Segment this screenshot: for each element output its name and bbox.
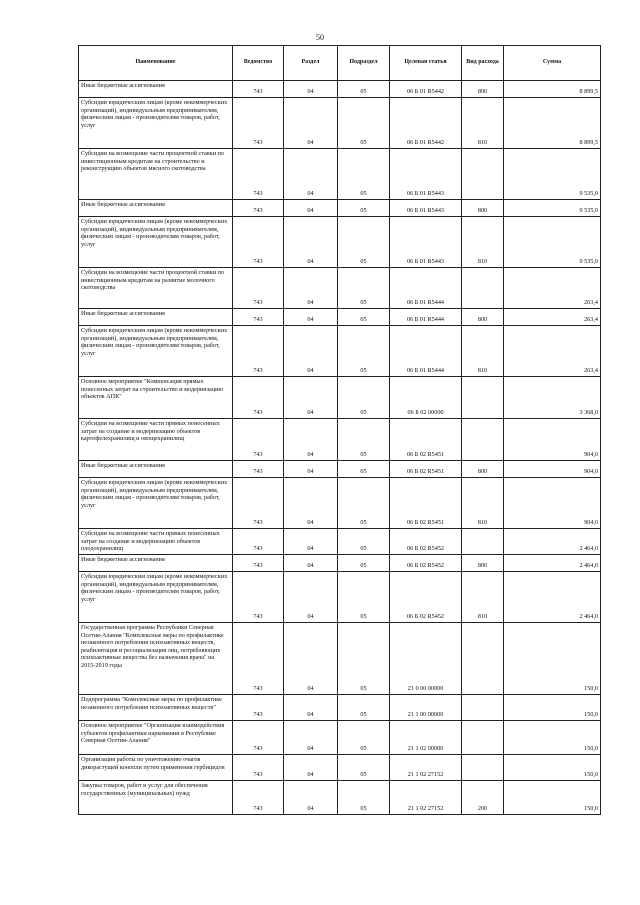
cell-summa: 2 464,0 <box>504 572 601 623</box>
cell-podrazdel: 05 <box>338 721 390 755</box>
cell-vid <box>462 623 504 695</box>
cell-vid: 810 <box>462 478 504 529</box>
cell-vid: 810 <box>462 98 504 149</box>
cell-vid: 800 <box>462 555 504 572</box>
cell-statya: 21 1 02 00000 <box>390 721 462 755</box>
cell-statya: 06 Б 02 R5452 <box>390 572 462 623</box>
cell-vedomstvo: 743 <box>233 268 284 309</box>
cell-statya: 06 Б 01 R5442 <box>390 98 462 149</box>
cell-razdel: 04 <box>284 419 338 461</box>
cell-statya: 06 Б 02 R5452 <box>390 555 462 572</box>
cell-podrazdel: 05 <box>338 377 390 419</box>
cell-podrazdel: 05 <box>338 98 390 149</box>
cell-vedomstvo: 743 <box>233 695 284 721</box>
cell-vid: 800 <box>462 461 504 478</box>
cell-razdel: 04 <box>284 309 338 326</box>
cell-vedomstvo: 743 <box>233 309 284 326</box>
cell-vedomstvo: 743 <box>233 623 284 695</box>
cell-summa: 263,4 <box>504 326 601 377</box>
cell-statya: 06 Б 01 R5444 <box>390 268 462 309</box>
cell-razdel: 04 <box>284 326 338 377</box>
cell-razdel: 04 <box>284 217 338 268</box>
cell-vid: 810 <box>462 217 504 268</box>
cell-razdel: 04 <box>284 755 338 781</box>
cell-podrazdel: 05 <box>338 326 390 377</box>
cell-podrazdel: 05 <box>338 419 390 461</box>
cell-podrazdel: 05 <box>338 529 390 555</box>
cell-summa: 9 535,0 <box>504 149 601 200</box>
cell-name: Закупка товаров, работ и услуг для обеспечения государственных (муниципальных) нужд <box>79 781 233 815</box>
cell-podrazdel: 05 <box>338 200 390 217</box>
cell-podrazdel: 05 <box>338 755 390 781</box>
cell-name: Подпрограмма "Комплексные меры по профилактике незаконного потребления психоактивных веществ" <box>79 695 233 721</box>
cell-razdel: 04 <box>284 781 338 815</box>
cell-summa: 904,0 <box>504 419 601 461</box>
cell-summa: 150,0 <box>504 695 601 721</box>
column-header-vedomstvo: Ведомство <box>233 46 284 81</box>
cell-name: Субсидии на возмещение части процентной ставки по инвестиционным кредитам на развитие молочного скотоводства <box>79 268 233 309</box>
cell-vid <box>462 721 504 755</box>
cell-vid <box>462 268 504 309</box>
cell-vedomstvo: 743 <box>233 555 284 572</box>
table-row <box>79 781 601 815</box>
cell-razdel: 04 <box>284 555 338 572</box>
page-number: 50 <box>316 33 324 42</box>
cell-summa: 2 464,0 <box>504 555 601 572</box>
cell-name: Субсидии юридическим лицам (кроме некоммерческих организаций), индивидуальным предпринимателям, физическим лицам - производителям товаров, работ, услуг <box>79 98 233 149</box>
cell-vid <box>462 755 504 781</box>
cell-vedomstvo: 743 <box>233 377 284 419</box>
cell-razdel: 04 <box>284 695 338 721</box>
table-row <box>79 555 601 572</box>
cell-vid <box>462 529 504 555</box>
table-row <box>79 98 601 149</box>
cell-summa: 2 464,0 <box>504 529 601 555</box>
cell-vedomstvo: 743 <box>233 781 284 815</box>
cell-podrazdel: 05 <box>338 623 390 695</box>
cell-podrazdel: 05 <box>338 695 390 721</box>
table-row <box>79 755 601 781</box>
cell-vedomstvo: 743 <box>233 200 284 217</box>
cell-vid: 810 <box>462 326 504 377</box>
cell-summa: 9 535,0 <box>504 200 601 217</box>
cell-vedomstvo: 743 <box>233 326 284 377</box>
table-row <box>79 529 601 555</box>
cell-summa: 9 535,0 <box>504 217 601 268</box>
cell-summa: 150,0 <box>504 781 601 815</box>
cell-name: Иные бюджетные ассигнования <box>79 81 233 98</box>
cell-razdel: 04 <box>284 623 338 695</box>
cell-name: Иные бюджетные ассигнования <box>79 309 233 326</box>
table-row <box>79 377 601 419</box>
cell-vedomstvo: 743 <box>233 478 284 529</box>
cell-vid: 810 <box>462 572 504 623</box>
cell-summa: 150,0 <box>504 623 601 695</box>
table-row <box>79 326 601 377</box>
cell-razdel: 04 <box>284 98 338 149</box>
cell-vedomstvo: 743 <box>233 419 284 461</box>
cell-podrazdel: 05 <box>338 781 390 815</box>
table-row <box>79 623 601 695</box>
cell-vedomstvo: 743 <box>233 755 284 781</box>
cell-statya: 06 Б 01 R5442 <box>390 81 462 98</box>
budget-table <box>78 45 601 815</box>
cell-statya: 06 Б 02 R5452 <box>390 529 462 555</box>
cell-vid <box>462 695 504 721</box>
cell-name: Иные бюджетные ассигнования <box>79 461 233 478</box>
cell-statya: 21 0 00 00000 <box>390 623 462 695</box>
column-header-vid: Вид расхода <box>462 46 504 81</box>
cell-statya: 21 1 00 00000 <box>390 695 462 721</box>
table-row <box>79 721 601 755</box>
cell-summa: 263,4 <box>504 268 601 309</box>
cell-summa: 904,0 <box>504 461 601 478</box>
table-row <box>79 419 601 461</box>
cell-vid: 200 <box>462 781 504 815</box>
cell-vedomstvo: 743 <box>233 721 284 755</box>
column-header-statya: Целевая статья <box>390 46 462 81</box>
cell-podrazdel: 05 <box>338 572 390 623</box>
table-row <box>79 217 601 268</box>
cell-razdel: 04 <box>284 461 338 478</box>
cell-statya: 06 Б 01 R5443 <box>390 217 462 268</box>
cell-name: Государственная программа Республики Северная Осетия-Алания "Комплексные меры по профилактике незаконного потребления психоактивных веществ, реабилитация и ресоциализация лиц, потребляющих психоактивные вещества без назначения врача" на 2015-2019 годы <box>79 623 233 695</box>
cell-vid: 800 <box>462 309 504 326</box>
cell-statya: 06 Б 01 R5443 <box>390 149 462 200</box>
cell-name: Субсидии на возмещение части процентной ставки по инвестиционным кредитам на строительство и реконструкцию объектов мясного скотоводства <box>79 149 233 200</box>
cell-name: Организация работы по уничтожению очагов дикорастущей конопли путем применения гербицидов <box>79 755 233 781</box>
cell-statya: 06 Б 02 R5451 <box>390 419 462 461</box>
cell-razdel: 04 <box>284 81 338 98</box>
cell-vedomstvo: 743 <box>233 149 284 200</box>
cell-summa: 904,0 <box>504 478 601 529</box>
cell-name: Иные бюджетные ассигнования <box>79 200 233 217</box>
cell-name: Субсидии на возмещение части прямых понесенных затрат на создание и модернизацию объектов плодохранилищ <box>79 529 233 555</box>
cell-podrazdel: 05 <box>338 81 390 98</box>
cell-name: Иные бюджетные ассигнования <box>79 555 233 572</box>
cell-razdel: 04 <box>284 721 338 755</box>
cell-razdel: 04 <box>284 572 338 623</box>
cell-summa: 150,0 <box>504 755 601 781</box>
cell-statya: 06 Б 02 00000 <box>390 377 462 419</box>
cell-summa: 8 899,5 <box>504 98 601 149</box>
cell-podrazdel: 05 <box>338 309 390 326</box>
cell-vedomstvo: 743 <box>233 98 284 149</box>
cell-vid: 800 <box>462 81 504 98</box>
cell-name: Основное мероприятие "Организация взаимодействия субъектов профилактики наркомании в Республике Северная Осетия-Алания" <box>79 721 233 755</box>
cell-statya: 21 1 02 27152 <box>390 755 462 781</box>
cell-summa: 8 899,5 <box>504 81 601 98</box>
table-row <box>79 81 601 98</box>
cell-vedomstvo: 743 <box>233 461 284 478</box>
cell-vedomstvo: 743 <box>233 529 284 555</box>
table-row <box>79 695 601 721</box>
cell-razdel: 04 <box>284 478 338 529</box>
cell-statya: 06 Б 02 R5451 <box>390 478 462 529</box>
cell-podrazdel: 05 <box>338 555 390 572</box>
cell-name: Субсидии юридическим лицам (кроме некоммерческих организаций), индивидуальным предпринимателям, физическим лицам - производителям товаров, работ, услуг <box>79 217 233 268</box>
cell-vid: 800 <box>462 200 504 217</box>
table-row <box>79 149 601 200</box>
cell-razdel: 04 <box>284 149 338 200</box>
cell-statya: 06 Б 01 R5444 <box>390 309 462 326</box>
cell-podrazdel: 05 <box>338 149 390 200</box>
cell-vedomstvo: 743 <box>233 217 284 268</box>
cell-vid <box>462 149 504 200</box>
cell-summa: 263,4 <box>504 309 601 326</box>
table-row <box>79 200 601 217</box>
column-header-razdel: Раздел <box>284 46 338 81</box>
cell-name: Субсидии юридическим лицам (кроме некоммерческих организаций), индивидуальным предпринимателям, физическим лицам - производителям товаров, работ, услуг <box>79 326 233 377</box>
cell-name: Субсидии юридическим лицам (кроме некоммерческих организаций), индивидуальным предпринимателям, физическим лицам - производителям товаров, работ, услуг <box>79 572 233 623</box>
column-header-podrazdel: Подраздел <box>338 46 390 81</box>
table-row <box>79 461 601 478</box>
cell-statya: 06 Б 01 R5443 <box>390 200 462 217</box>
cell-vedomstvo: 743 <box>233 572 284 623</box>
cell-name: Субсидии на возмещение части прямых понесенных затрат на создание и модернизацию объектов картофелехранилищ и овощехранилищ <box>79 419 233 461</box>
cell-vedomstvo: 743 <box>233 81 284 98</box>
cell-name: Основное мероприятие "Компенсация прямых понесенных затрат на строительство и модернизацию объектов АПК" <box>79 377 233 419</box>
table-row <box>79 572 601 623</box>
cell-podrazdel: 05 <box>338 461 390 478</box>
cell-summa: 150,0 <box>504 721 601 755</box>
cell-razdel: 04 <box>284 268 338 309</box>
cell-statya: 06 Б 02 R5451 <box>390 461 462 478</box>
cell-podrazdel: 05 <box>338 217 390 268</box>
table-row <box>79 309 601 326</box>
column-header-name: Наименование <box>79 46 233 81</box>
cell-podrazdel: 05 <box>338 478 390 529</box>
column-header-summa: Сумма <box>504 46 601 81</box>
table-header-row <box>79 46 601 81</box>
cell-statya: 06 Б 01 R5444 <box>390 326 462 377</box>
cell-razdel: 04 <box>284 529 338 555</box>
table-row <box>79 268 601 309</box>
cell-statya: 21 1 02 27152 <box>390 781 462 815</box>
cell-summa: 3 368,0 <box>504 377 601 419</box>
cell-vid <box>462 377 504 419</box>
cell-razdel: 04 <box>284 377 338 419</box>
cell-vid <box>462 419 504 461</box>
cell-razdel: 04 <box>284 200 338 217</box>
table-row <box>79 478 601 529</box>
cell-name: Субсидии юридическим лицам (кроме некоммерческих организаций), индивидуальным предпринимателям, физическим лицам - производителям товаров, работ, услуг <box>79 478 233 529</box>
cell-podrazdel: 05 <box>338 268 390 309</box>
